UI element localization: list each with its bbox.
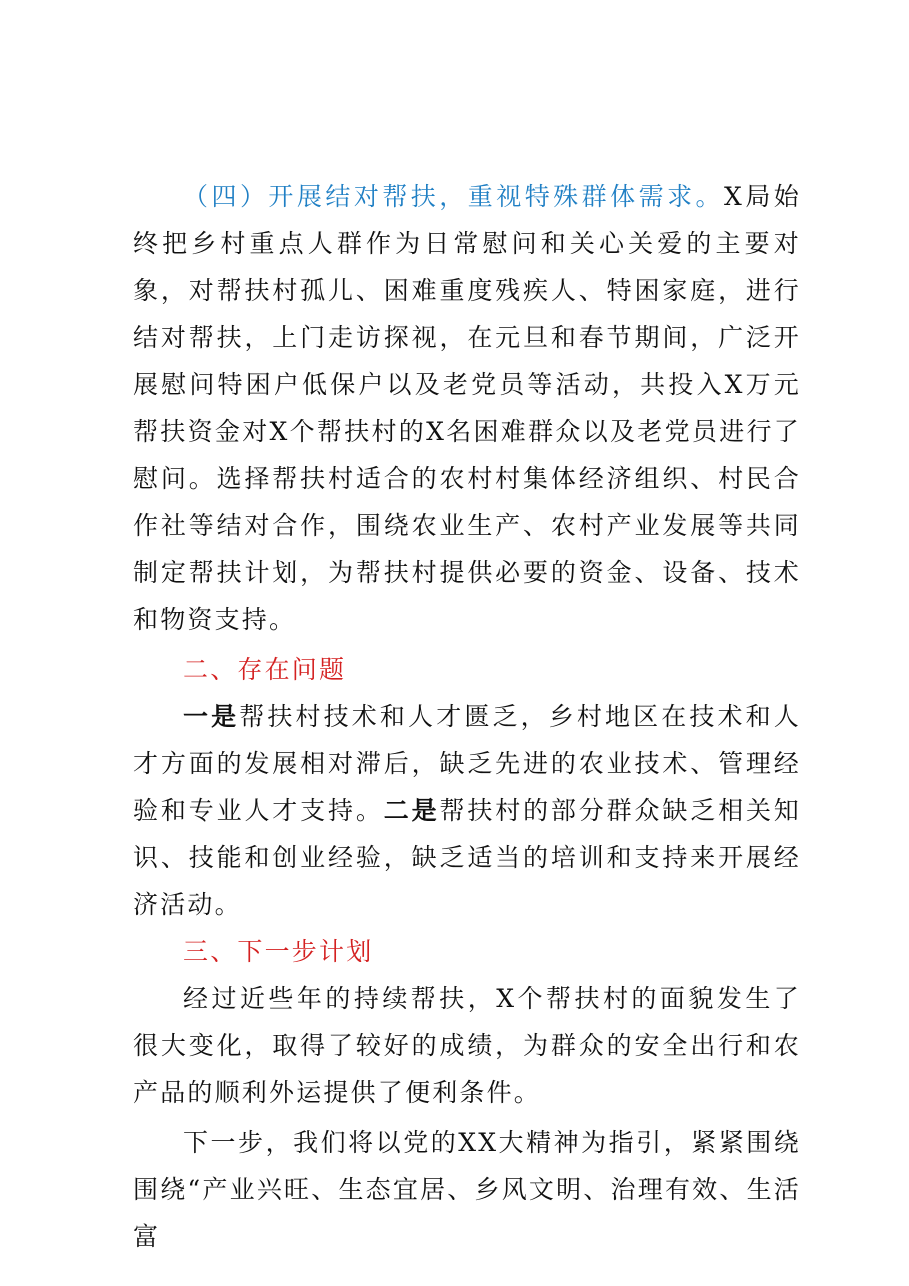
problem-two-lead: 二是 <box>383 796 440 825</box>
problems-heading: 二、存在问题 <box>183 655 347 684</box>
plan-heading: 三、下一步计划 <box>183 937 374 966</box>
problem-two-text: 帮扶村的部分群众缺乏相关知识、技能和创业经验，缺乏适当的培训和支持来开展经济活动。 <box>133 796 802 919</box>
section-four-body: X局始终把乡村重点人群作为日常慰问和关心关爱的主要对象，对帮扶村孤儿、困难重度残疾人、特困家庭，进行结对帮扶，上门走访探视，在元旦和春节期间，广泛开展慰问特困户低保户以及老党员等活动，共投入X万元帮扶资金对X个帮扶村的X名困难群众以及老党员进行了慰问。选择帮扶村适合的农村村集体经济组织、村民合作社等结对合作，围绕农业生产、农村产业发展等共同制定帮扶计划，为帮扶村提供必要的资金、设备、技术和物资支持。 <box>133 182 801 634</box>
plan-paragraph-one: 经过近些年的持续帮扶，X个帮扶村的面貌发生了很大变化，取得了较好的成绩，为群众的安全出行和农产品的顺利外运提供了便利条件。 <box>133 984 801 1107</box>
section-four-heading: （四）开展结对帮扶，重视特殊群体需求。 <box>183 182 725 211</box>
problem-one-lead: 一是 <box>183 702 240 731</box>
plan-paragraph-two: 下一步，我们将以党的XX大精神为指引，紧紧围绕围绕“产业兴旺、生态宜居、乡风文明、治理有效、生活富 <box>133 1128 801 1251</box>
section-four-paragraph <box>133 173 801 643</box>
document-page <box>133 173 801 1260</box>
problems-paragraph <box>133 693 801 928</box>
problem-one-text: 帮扶村技术和人才匮乏，乡村地区在技术和人才方面的发展相对滞后，缺乏先进的农业技术、管理经验和专业人才支持。 <box>133 702 801 825</box>
